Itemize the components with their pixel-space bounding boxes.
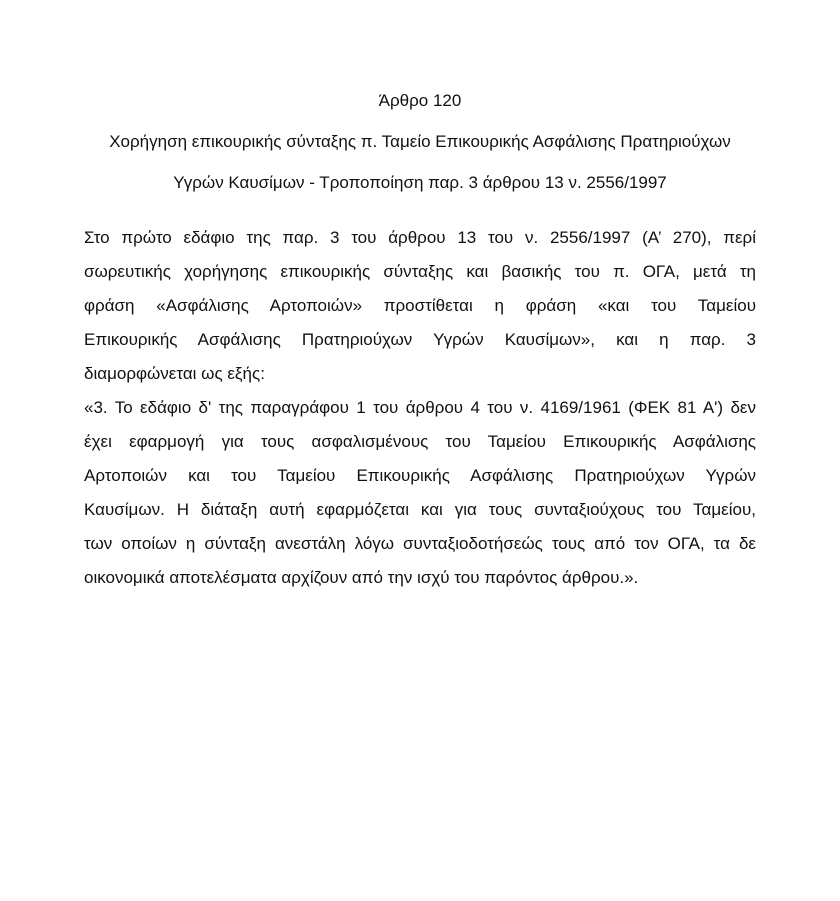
heading-line: Υγρών Καυσίμων - Τροποποίηση παρ. 3 άρθρου 13 ν. 2556/1997 xyxy=(173,173,667,192)
paragraph-line: οικονομικά αποτελέσματα αρχίζουν από την ισχύ του παρόντος άρθρου.». xyxy=(84,568,639,587)
paragraph-line: Στο πρώτο εδάφιο της παρ. 3 του άρθρου 13 του ν. 2556/1997 (Α’ 270), περί xyxy=(84,228,756,247)
body-paragraph xyxy=(84,221,756,391)
paragraph-line: σωρευτικής χορήγησης επικουρικής σύνταξης και βασικής του π. ΟΓΑ, μετά τη xyxy=(84,262,756,281)
paragraph-line: Αρτοποιών και του Ταμείου Επικουρικής Ασφάλισης Πρατηριούχων Υγρών xyxy=(84,466,756,485)
paragraph-line: «3. Το εδάφιο δ' της παραγράφου 1 του άρθρου 4 του ν. 4169/1961 (ΦΕΚ 81 Α') δεν xyxy=(84,398,756,417)
heading-line: Χορήγηση επικουρικής σύνταξης π. Ταμείο Επικουρικής Ασφάλισης Πρατηριούχων xyxy=(109,132,731,151)
paragraph-line: των οποίων η σύνταξη ανεστάλη λόγω συνταξιοδοτήσεώς τους από τον ΟΓΑ, τα δε xyxy=(84,534,756,553)
paragraph-line: διαμορφώνεται ως εξής: xyxy=(84,364,265,383)
paragraph-line: φράση «Ασφάλισης Αρτοποιών» προστίθεται η φράση «και του Ταμείου xyxy=(84,296,756,315)
paragraph-line: έχει εφαρμογή για τους ασφαλισμένους του Ταμείου Επικουρικής Ασφάλισης xyxy=(84,432,756,451)
article-heading xyxy=(84,80,756,203)
body-paragraph xyxy=(84,391,756,595)
heading-line: Άρθρο 120 xyxy=(378,91,462,110)
article-body xyxy=(84,221,756,595)
paragraph-line: Επικουρικής Ασφάλισης Πρατηριούχων Υγρών Καυσίμων», και η παρ. 3 xyxy=(84,330,756,349)
paragraph-line: Καυσίμων. Η διάταξη αυτή εφαρμόζεται και για τους συνταξιούχους του Ταμείου, xyxy=(84,500,756,519)
